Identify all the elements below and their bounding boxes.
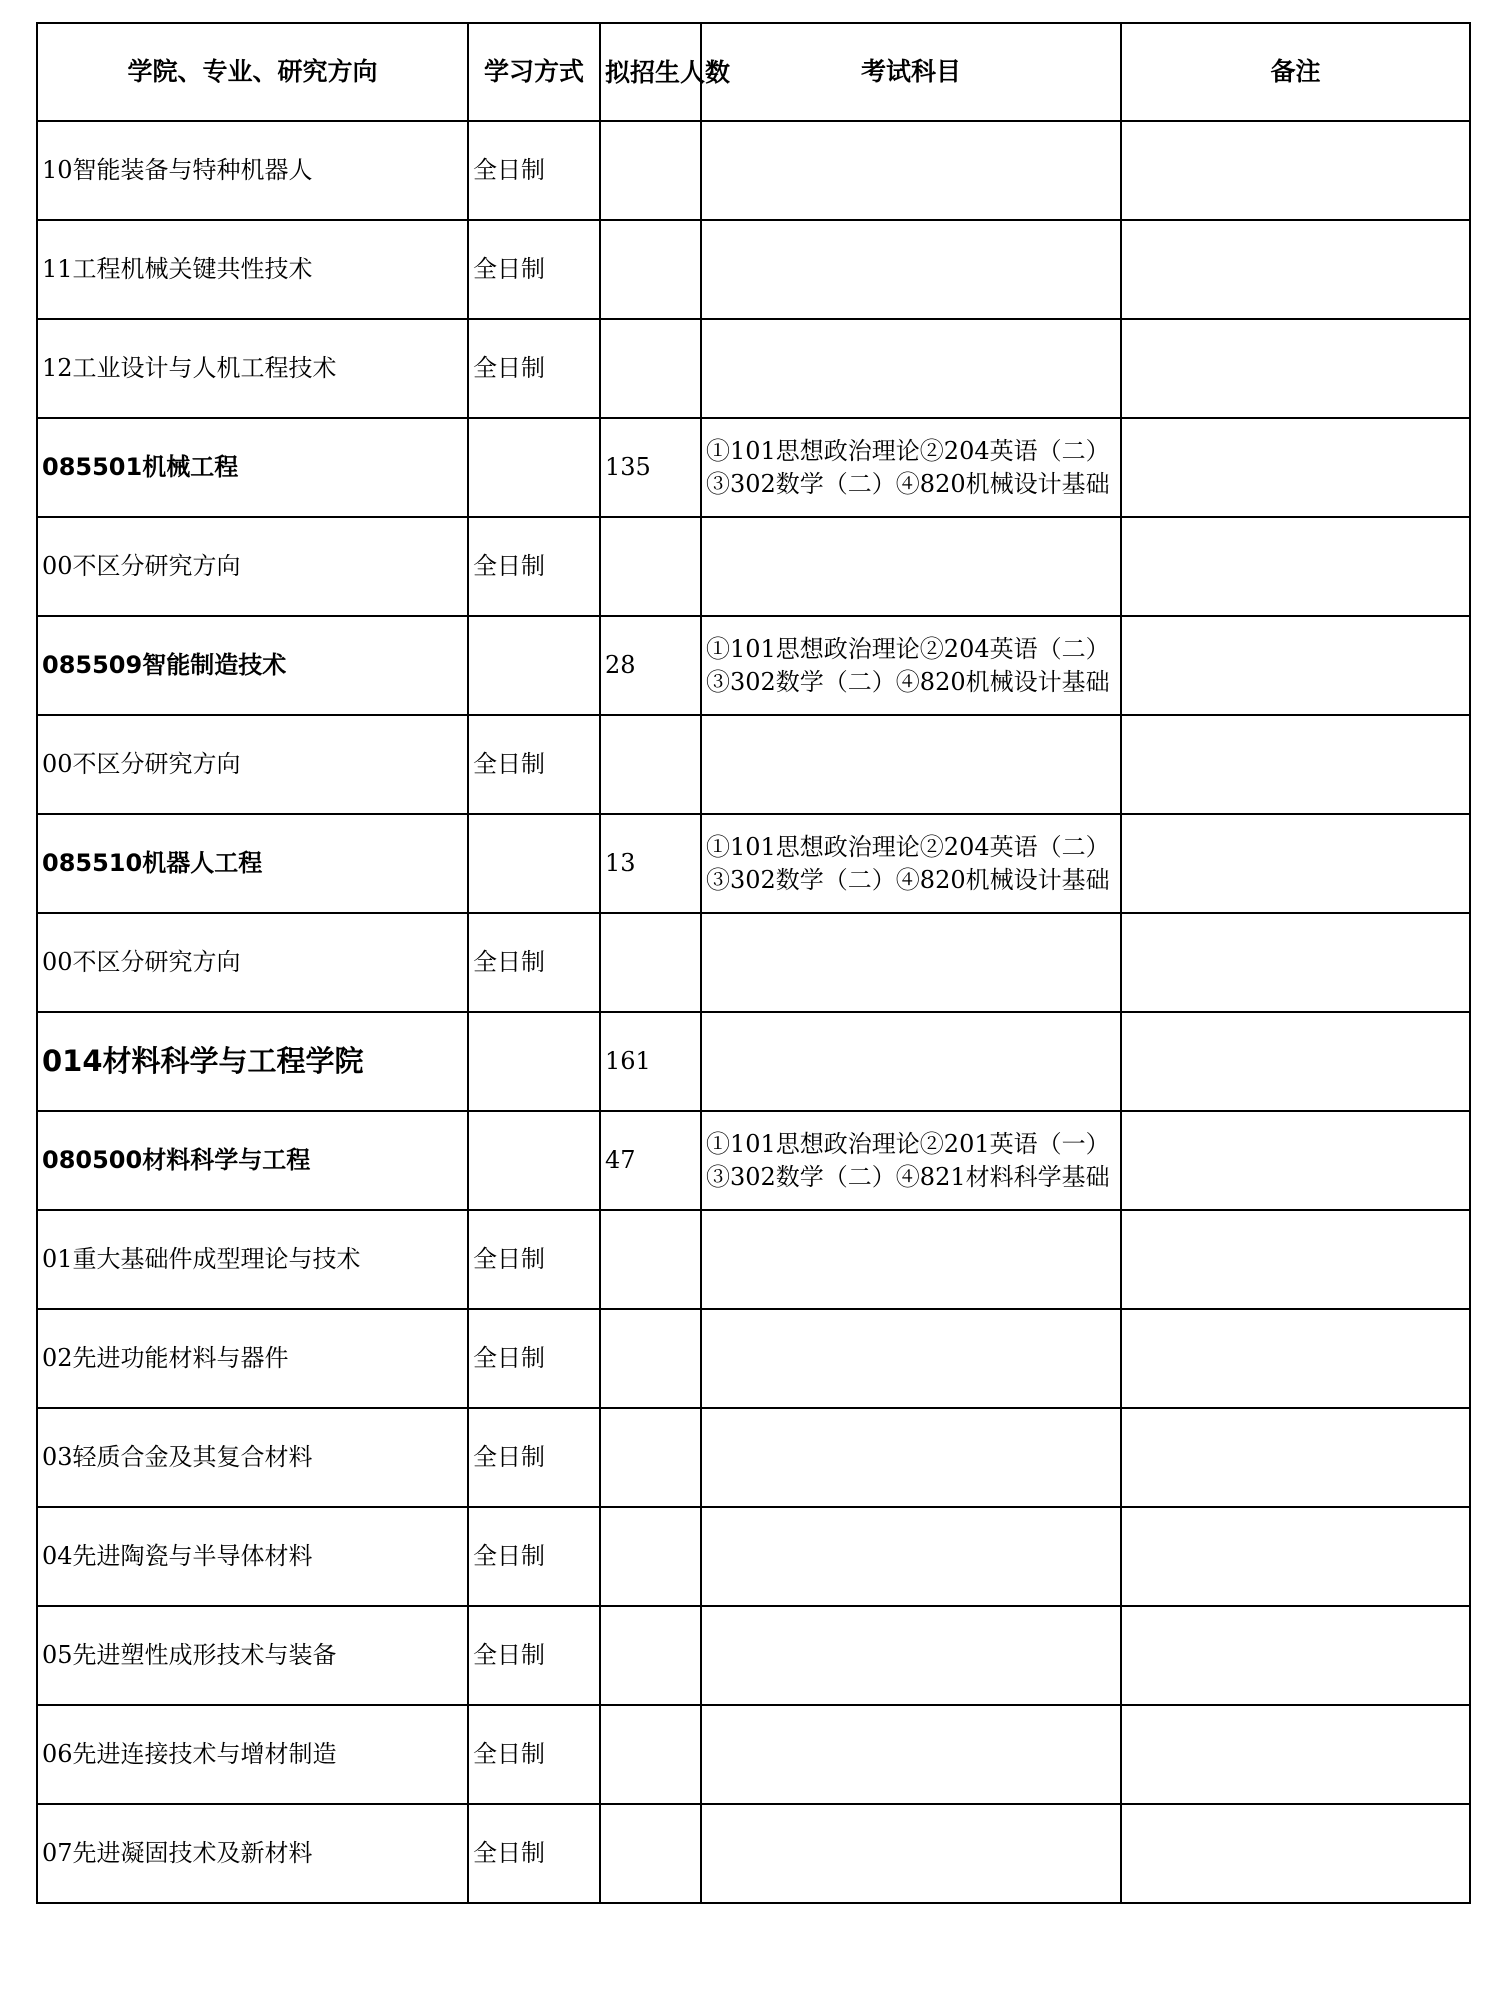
table-row [37, 1111, 1470, 1210]
row-name: 04先进陶瓷与半导体材料 [37, 1507, 468, 1606]
row-notes [1121, 517, 1470, 616]
row-quota [600, 913, 701, 1012]
row-mode: 全日制 [468, 1408, 600, 1507]
row-mode: 全日制 [468, 1606, 600, 1705]
header-mode: 学习方式 [468, 23, 600, 121]
table-row [37, 1012, 1470, 1111]
row-mode: 全日制 [468, 913, 600, 1012]
table-row [37, 814, 1470, 913]
row-name: 10智能装备与特种机器人 [37, 121, 468, 220]
row-quota [600, 319, 701, 418]
row-name: 05先进塑性成形技术与装备 [37, 1606, 468, 1705]
header-quota [600, 23, 731, 121]
header-college: 学院、专业、研究方向 [37, 23, 468, 121]
row-name: 080500材料科学与工程 [37, 1111, 468, 1210]
row-quota [600, 1705, 701, 1804]
row-mode: 全日制 [468, 1309, 600, 1408]
table-row [37, 1804, 1470, 1903]
row-quota [600, 1804, 701, 1903]
row-name: 00不区分研究方向 [37, 517, 468, 616]
row-exam [701, 1210, 1121, 1309]
row-notes [1121, 220, 1470, 319]
table-row [37, 1507, 1470, 1606]
row-name: 02先进功能材料与器件 [37, 1309, 468, 1408]
table-row [37, 1606, 1470, 1705]
row-quota: 47 [600, 1111, 701, 1210]
row-notes [1121, 814, 1470, 913]
row-notes [1121, 418, 1470, 517]
row-notes [1121, 1210, 1470, 1309]
table-row [37, 715, 1470, 814]
row-quota: 161 [600, 1012, 701, 1111]
table-row [37, 616, 1470, 715]
row-quota [600, 1606, 701, 1705]
row-notes [1121, 1012, 1470, 1111]
row-mode: 全日制 [468, 1804, 600, 1903]
row-exam [701, 1012, 1121, 1111]
row-quota [600, 1408, 701, 1507]
row-exam [701, 1507, 1121, 1606]
row-quota [600, 715, 701, 814]
row-quota [600, 220, 701, 319]
row-notes [1121, 319, 1470, 418]
row-notes [1121, 1111, 1470, 1210]
row-quota: 28 [600, 616, 701, 715]
header-notes: 备注 [1121, 23, 1470, 121]
row-exam: ①101思想政治理论②204英语（二）③302数学（二）④820机械设计基础 [701, 616, 1121, 715]
row-exam [701, 913, 1121, 1012]
row-mode [468, 418, 600, 517]
row-mode: 全日制 [468, 1210, 600, 1309]
row-notes [1121, 616, 1470, 715]
row-mode [468, 616, 600, 715]
row-notes [1121, 913, 1470, 1012]
row-notes [1121, 1804, 1470, 1903]
table-row [37, 121, 1470, 220]
row-mode: 全日制 [468, 319, 600, 418]
row-notes [1121, 1309, 1470, 1408]
row-exam [701, 715, 1121, 814]
row-quota: 13 [600, 814, 701, 913]
catalog-page [36, 22, 1469, 1904]
row-name: 03轻质合金及其复合材料 [37, 1408, 468, 1507]
table-row [37, 1705, 1470, 1804]
row-mode: 全日制 [468, 121, 600, 220]
row-name: 07先进凝固技术及新材料 [37, 1804, 468, 1903]
row-exam [701, 517, 1121, 616]
row-exam [701, 1606, 1121, 1705]
row-quota: 135 [600, 418, 701, 517]
row-exam [701, 121, 1121, 220]
row-quota [600, 1210, 701, 1309]
row-name: 00不区分研究方向 [37, 913, 468, 1012]
table-row [37, 1210, 1470, 1309]
row-exam [701, 1408, 1121, 1507]
row-mode: 全日制 [468, 517, 600, 616]
row-mode: 全日制 [468, 1705, 600, 1804]
table-row [37, 913, 1470, 1012]
header-exam: 考试科目 [701, 23, 1121, 121]
header-row [37, 23, 1470, 121]
row-name: 014材料科学与工程学院 [37, 1012, 468, 1111]
table-row [37, 1408, 1470, 1507]
row-notes [1121, 715, 1470, 814]
table-row [37, 220, 1470, 319]
row-quota [600, 121, 701, 220]
row-exam: ①101思想政治理论②204英语（二）③302数学（二）④820机械设计基础 [701, 418, 1121, 517]
row-mode [468, 1012, 600, 1111]
row-notes [1121, 1705, 1470, 1804]
admissions-table [36, 22, 1471, 1904]
row-exam [701, 319, 1121, 418]
row-name: 00不区分研究方向 [37, 715, 468, 814]
row-mode [468, 814, 600, 913]
row-mode: 全日制 [468, 1507, 600, 1606]
row-notes [1121, 1606, 1470, 1705]
row-name: 01重大基础件成型理论与技术 [37, 1210, 468, 1309]
row-exam [701, 1309, 1121, 1408]
table-row [37, 418, 1470, 517]
row-exam: ①101思想政治理论②201英语（一）③302数学（二）④821材料科学基础 [701, 1111, 1121, 1210]
row-exam [701, 1804, 1121, 1903]
row-name: 12工业设计与人机工程技术 [37, 319, 468, 418]
row-name: 085510机器人工程 [37, 814, 468, 913]
table-row [37, 517, 1470, 616]
header-quota-label: 拟招生人数 [605, 57, 731, 87]
row-name: 11工程机械关键共性技术 [37, 220, 468, 319]
table-row [37, 319, 1470, 418]
row-mode: 全日制 [468, 220, 600, 319]
row-name: 06先进连接技术与增材制造 [37, 1705, 468, 1804]
row-notes [1121, 121, 1470, 220]
row-mode [468, 1111, 600, 1210]
row-mode: 全日制 [468, 715, 600, 814]
row-exam [701, 220, 1121, 319]
row-name: 085509智能制造技术 [37, 616, 468, 715]
row-exam [701, 1705, 1121, 1804]
row-name: 085501机械工程 [37, 418, 468, 517]
table-row [37, 1309, 1470, 1408]
row-notes [1121, 1507, 1470, 1606]
row-quota [600, 1309, 701, 1408]
row-notes [1121, 1408, 1470, 1507]
row-quota [600, 517, 701, 616]
row-quota [600, 1507, 701, 1606]
row-exam: ①101思想政治理论②204英语（二）③302数学（二）④820机械设计基础 [701, 814, 1121, 913]
